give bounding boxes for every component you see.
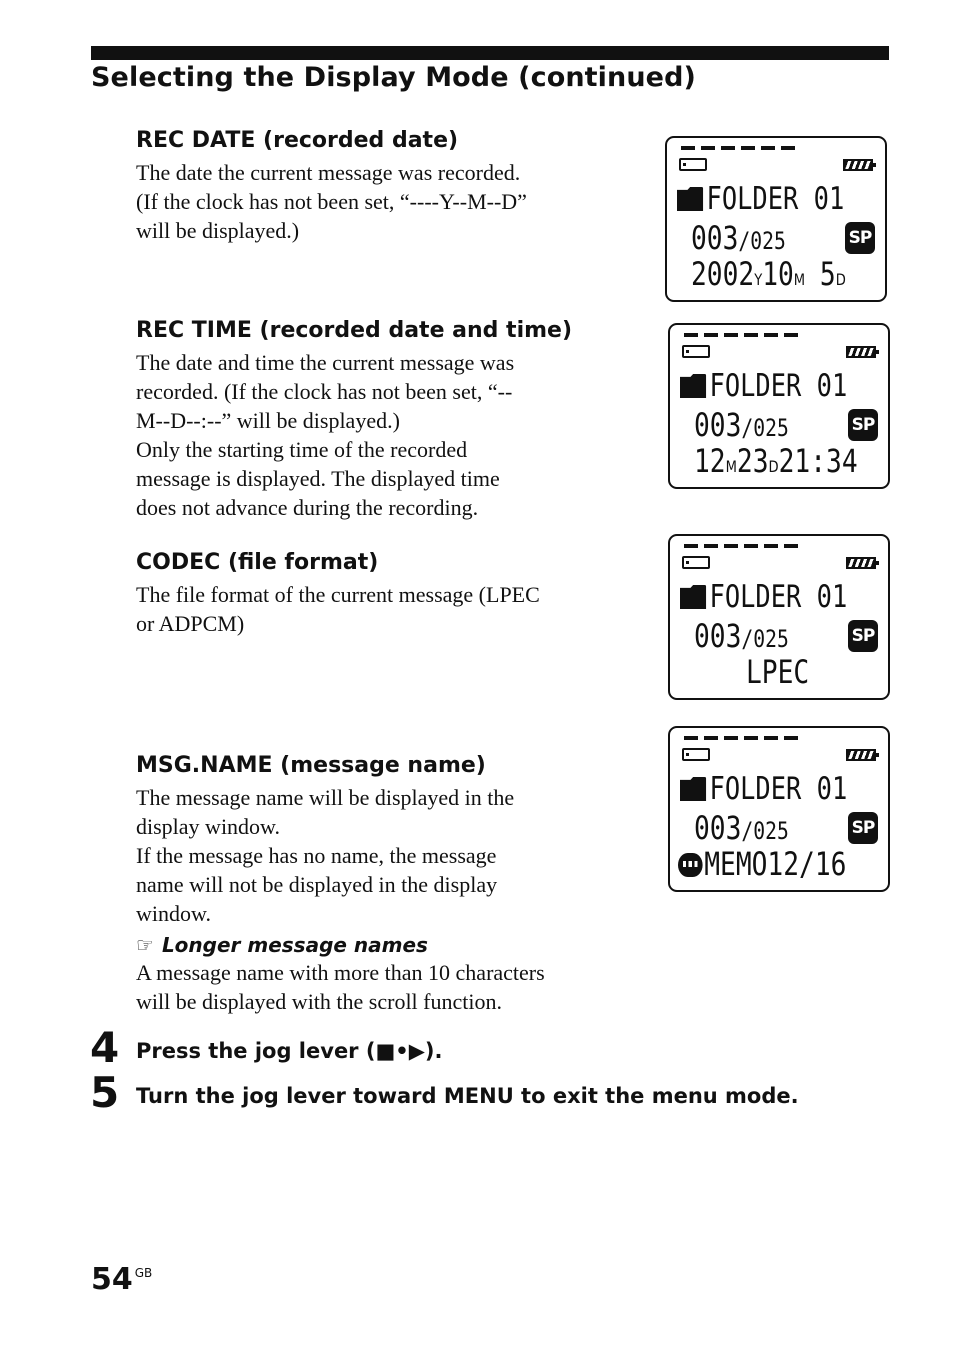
battery-icon xyxy=(846,557,876,569)
cassette-icon xyxy=(679,158,707,171)
battery-icon xyxy=(846,346,876,358)
lcd-message-total: /025 xyxy=(738,227,786,255)
cassette-icon xyxy=(682,556,710,569)
page-number-value: 54 xyxy=(91,1262,133,1297)
lcd-folder: FOLDER 01 xyxy=(706,181,845,217)
lcd-folder-row xyxy=(680,772,847,806)
section-line: If the message has no name, the message xyxy=(136,843,497,868)
lcd-folder: FOLDER 01 xyxy=(709,771,848,807)
step-number: 5 xyxy=(90,1068,120,1117)
battery-icon xyxy=(846,749,876,761)
sp-mode-badge: SP xyxy=(848,812,878,844)
cassette-icon xyxy=(682,345,710,358)
section-heading: REC TIME (recorded date and time) xyxy=(136,318,573,343)
section-rec-time xyxy=(136,318,626,522)
lcd-info-row xyxy=(694,443,858,485)
lcd-message-total: /025 xyxy=(741,625,789,653)
section-line: does not advance during the recording. xyxy=(136,495,479,520)
lcd-message-row xyxy=(691,220,786,259)
lcd-display-rec-time xyxy=(668,323,890,489)
section-rec-date xyxy=(136,128,626,245)
lcd-message-total: /025 xyxy=(741,817,789,845)
step-text: Turn the jog lever toward MENU to exit the menu mode. xyxy=(136,1084,799,1108)
section-line: The message name will be displayed in the xyxy=(136,785,515,810)
lcd-month: 12 xyxy=(694,442,726,480)
lcd-folder-row xyxy=(680,580,847,614)
lcd-message-name: MEMO12/16 xyxy=(704,845,847,883)
lcd-message-number: 003 xyxy=(691,219,739,257)
lcd-unit: D xyxy=(835,270,846,289)
sp-mode-badge: SP xyxy=(848,620,878,652)
section-line: display window. xyxy=(136,814,281,839)
lcd-folder: FOLDER 01 xyxy=(709,368,848,404)
section-line: M--D--:--” will be displayed.) xyxy=(136,408,400,433)
folder-icon xyxy=(680,374,706,398)
lcd-display-msg-name xyxy=(668,726,890,892)
lcd-month: 10 xyxy=(762,255,794,293)
lcd-display-rec-date xyxy=(665,136,887,302)
step-text: Press the jog lever (■•▶). xyxy=(136,1039,443,1063)
folder-icon xyxy=(680,777,706,801)
section-line: The date and time the current message was xyxy=(136,350,515,375)
lcd-unit: M xyxy=(793,270,806,289)
section-line: will be displayed.) xyxy=(136,218,300,243)
lcd-message-number: 003 xyxy=(694,617,742,655)
section-msg-name xyxy=(136,753,626,1016)
sp-mode-badge: SP xyxy=(845,222,875,254)
hand-pointing-icon: ☞ xyxy=(136,933,154,957)
section-line: The file format of the current message (LPEC xyxy=(136,582,540,607)
sp-mode-badge: SP xyxy=(848,409,878,441)
lcd-message-row xyxy=(694,407,789,446)
lcd-year: 2002 xyxy=(691,255,755,293)
lcd-level-meter xyxy=(684,544,802,548)
section-line: name will not be displayed in the display xyxy=(136,872,498,897)
folder-icon xyxy=(677,187,703,211)
lcd-info-row xyxy=(691,256,846,298)
lcd-message-number: 003 xyxy=(694,406,742,444)
section-heading: CODEC (file format) xyxy=(136,550,379,575)
lcd-level-meter xyxy=(681,146,799,150)
lcd-level-meter xyxy=(684,333,802,337)
tip-line: will be displayed with the scroll function. xyxy=(136,989,502,1014)
lcd-folder-row xyxy=(677,182,844,216)
step-number: 4 xyxy=(90,1023,120,1072)
lcd-info-row xyxy=(678,846,846,882)
lcd-day: 5 xyxy=(819,255,836,293)
section-line: message is displayed. The displayed time xyxy=(136,466,500,491)
section-heading: MSG.NAME (message name) xyxy=(136,753,486,778)
lcd-time: 21:34 xyxy=(778,442,858,480)
lcd-codec: LPEC xyxy=(746,653,810,691)
section-line: Only the starting time of the recorded xyxy=(136,437,468,462)
tip-heading xyxy=(136,932,626,958)
cassette-icon xyxy=(682,748,710,761)
lcd-folder-row xyxy=(680,369,847,403)
lcd-unit: Y xyxy=(754,270,763,289)
lcd-info-row xyxy=(746,654,809,690)
section-line: The date the current message was recorded. xyxy=(136,160,521,185)
lcd-unit: M xyxy=(725,457,737,476)
section-line: recorded. (If the clock has not been set, “-- xyxy=(136,379,513,404)
page-suffix: GB xyxy=(134,1266,153,1280)
lcd-level-meter xyxy=(684,736,802,740)
folder-icon xyxy=(680,585,706,609)
lcd-unit: D xyxy=(768,457,779,476)
page-number xyxy=(91,1262,152,1297)
lcd-day: 23 xyxy=(736,442,769,480)
section-codec xyxy=(136,550,626,638)
section-line: or ADPCM) xyxy=(136,611,245,636)
section-heading: REC DATE (recorded date) xyxy=(136,128,459,153)
tip-line: A message name with more than 10 characters xyxy=(136,960,545,985)
tip-title: Longer message names xyxy=(161,933,428,957)
section-line: window. xyxy=(136,901,211,926)
lcd-message-row xyxy=(694,618,789,657)
page-title: Selecting the Display Mode (continued) xyxy=(91,62,696,93)
section-line: (If the clock has not been set, “----Y--M--D” xyxy=(136,189,527,214)
lcd-message-total: /025 xyxy=(741,414,789,442)
battery-icon xyxy=(843,159,873,171)
lcd-folder: FOLDER 01 xyxy=(709,579,848,615)
lcd-message-number: 003 xyxy=(694,809,742,847)
lcd-display-codec xyxy=(668,534,890,700)
header-rule xyxy=(91,46,889,60)
lcd-message-row xyxy=(694,810,789,849)
speech-bubble-icon xyxy=(678,853,703,877)
